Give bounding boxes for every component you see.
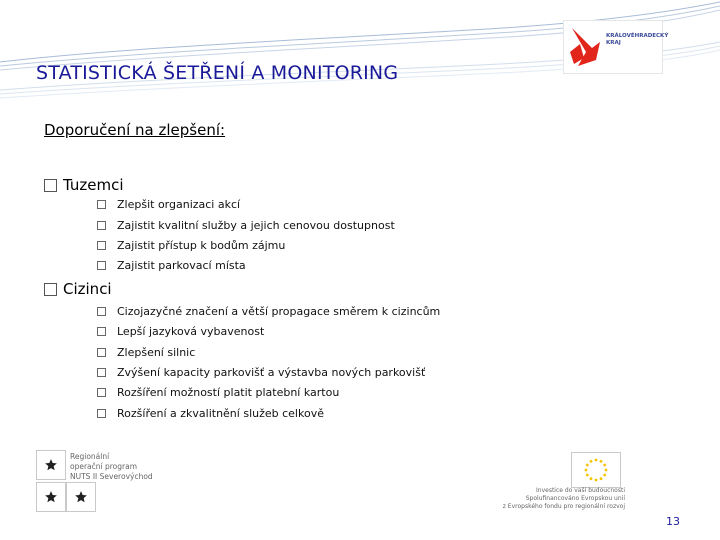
recommendations-heading: Doporučení na zlepšení: — [44, 121, 226, 139]
list-item: Zajistit parkovací místa — [97, 259, 246, 272]
list-item: Zlepšení silnic — [97, 346, 195, 359]
list-item: Lepší jazyková vybavenost — [97, 325, 264, 338]
bullet-box-icon — [97, 327, 106, 336]
eu-flag-icon — [571, 452, 621, 488]
bullet-box-icon — [97, 241, 106, 250]
bullet-box-icon — [97, 200, 106, 209]
list-item: Cizojazyčné značení a větší propagace směrem k cizincům — [97, 305, 440, 318]
bullet-box-icon — [44, 283, 57, 296]
rop-severovychod-logo — [36, 450, 158, 516]
bullet-box-icon — [44, 179, 57, 192]
logo-text: KRÁLOVÉHRADECKÝ KRAJ — [606, 33, 669, 46]
star-flag-icon — [66, 482, 96, 512]
eu-funding-text: Investice do vaší budoucnosti Spolufinancováno Evropskou unií z Evropského fondu pro regionální rozvoj — [502, 487, 625, 510]
list-item: Zlepšit organizaci akcí — [97, 198, 240, 211]
group-label: Cizinci — [63, 280, 112, 298]
star-flag-icon — [36, 482, 66, 512]
rop-text: Regionální operační program NUTS II Severovýchod — [70, 452, 153, 481]
group-cizinci — [44, 280, 112, 298]
bullet-box-icon — [97, 221, 106, 230]
bullet-box-icon — [97, 261, 106, 270]
bullet-box-icon — [97, 307, 106, 316]
group-tuzemci — [44, 176, 124, 194]
star-flag-icon — [36, 450, 66, 480]
list-item: Rozšíření možností platit platební kartou — [97, 386, 339, 399]
slide-title: STATISTICKÁ ŠETŘENÍ A MONITORING — [36, 62, 399, 84]
bullet-box-icon — [97, 388, 106, 397]
list-item: Rozšíření a zkvalitnění služeb celkově — [97, 407, 324, 420]
bullet-box-icon — [97, 348, 106, 357]
list-item: Zajistit kvalitní služby a jejich cenovou dostupnost — [97, 219, 395, 232]
list-item: Zajistit přístup k bodům zájmu — [97, 239, 285, 252]
kralovehradecky-kraj-logo — [563, 20, 669, 74]
bullet-box-icon — [97, 409, 106, 418]
page-number: 13 — [666, 515, 680, 528]
bullet-box-icon — [97, 368, 106, 377]
eu-funding-logo — [477, 450, 625, 516]
list-item: Zvýšení kapacity parkovišť a výstavba nových parkovišť — [97, 366, 425, 379]
logo-emblem-icon — [566, 22, 606, 72]
group-label: Tuzemci — [63, 176, 124, 194]
